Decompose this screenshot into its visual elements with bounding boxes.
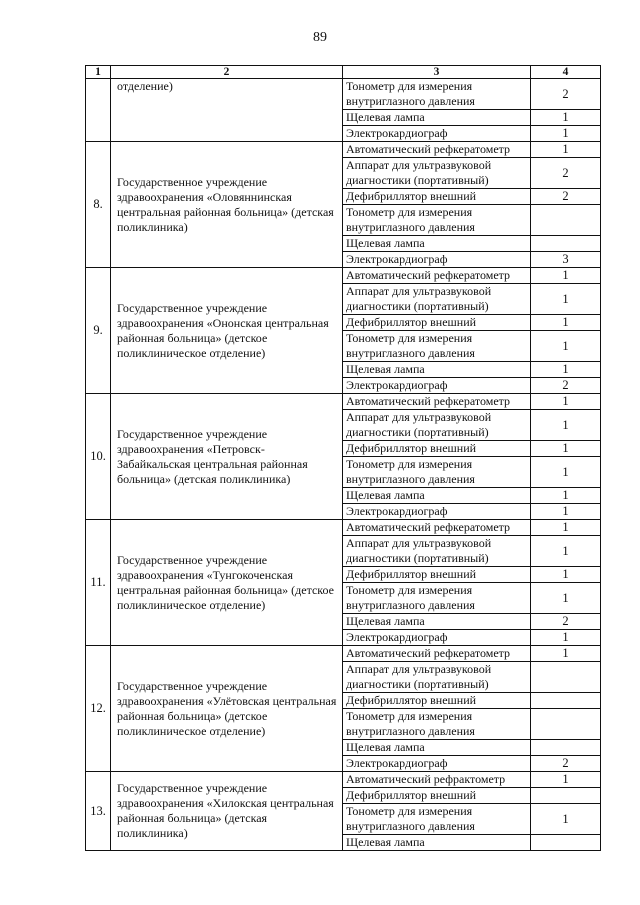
equipment-name bbox=[343, 630, 531, 646]
equipment-name bbox=[343, 252, 531, 268]
equipment-quantity bbox=[531, 740, 601, 756]
equipment-name-line: Электрокардиограф bbox=[346, 756, 448, 770]
equipment-name bbox=[343, 142, 531, 158]
equipment-name-line: Дефибриллятор внешний bbox=[346, 189, 477, 203]
equipment-name bbox=[343, 205, 531, 236]
equipment-name-line: Электрокардиограф bbox=[346, 378, 448, 392]
equipment-name bbox=[343, 110, 531, 126]
row-number: 12. bbox=[86, 646, 111, 772]
equipment-name-line: Автоматический рефрактометр bbox=[346, 772, 506, 786]
equipment-quantity: 2 bbox=[531, 756, 601, 772]
header-col-1: 1 bbox=[86, 66, 111, 79]
equipment-quantity: 1 bbox=[531, 504, 601, 520]
equipment-name bbox=[343, 520, 531, 536]
equipment-name bbox=[343, 79, 531, 110]
equipment-name bbox=[343, 378, 531, 394]
equipment-name-line: Дефибриллятор внешний bbox=[346, 315, 477, 329]
equipment-quantity bbox=[531, 835, 601, 851]
equipment-name bbox=[343, 756, 531, 772]
equipment-name bbox=[343, 583, 531, 614]
equipment-quantity: 1 bbox=[531, 142, 601, 158]
equipment-name bbox=[343, 362, 531, 378]
equipment-quantity: 1 bbox=[531, 646, 601, 662]
row-number: 9. bbox=[86, 268, 111, 394]
equipment-name-line: Электрокардиограф bbox=[346, 252, 448, 266]
equipment-name-line: Электрокардиограф bbox=[346, 630, 448, 644]
equipment-quantity: 2 bbox=[531, 614, 601, 630]
equipment-name-line: Щелевая лампа bbox=[346, 110, 425, 124]
equipment-name-line: внутриглазного давления bbox=[346, 220, 475, 234]
table-row bbox=[86, 79, 601, 110]
equipment-name-line: диагностики (портативный) bbox=[346, 299, 489, 313]
equipment-name bbox=[343, 835, 531, 851]
equipment-quantity: 1 bbox=[531, 284, 601, 315]
equipment-name-line: внутриглазного давления bbox=[346, 819, 475, 833]
equipment-name bbox=[343, 788, 531, 804]
institution-name: Государственное учреждение здравоохранения «Оловяннинская центральная районная больница» (детская поликлиника) bbox=[111, 142, 343, 268]
equipment-quantity: 1 bbox=[531, 457, 601, 488]
equipment-name bbox=[343, 804, 531, 835]
equipment-quantity: 1 bbox=[531, 126, 601, 142]
header-col-3: 3 bbox=[343, 66, 531, 79]
equipment-quantity: 1 bbox=[531, 315, 601, 331]
row-number bbox=[86, 79, 111, 142]
equipment-name-line: Автоматический рефкератометр bbox=[346, 646, 511, 660]
row-number: 11. bbox=[86, 520, 111, 646]
equipment-quantity: 1 bbox=[531, 772, 601, 788]
equipment-name-line: диагностики (портативный) bbox=[346, 425, 489, 439]
equipment-name-line: Тонометр для измерения bbox=[346, 205, 473, 219]
equipment-quantity bbox=[531, 788, 601, 804]
equipment-quantity: 1 bbox=[531, 110, 601, 126]
equipment-name bbox=[343, 331, 531, 362]
equipment-quantity: 1 bbox=[531, 331, 601, 362]
equipment-name-line: Автоматический рефкератометр bbox=[346, 268, 511, 282]
equipment-quantity: 1 bbox=[531, 410, 601, 441]
equipment-name bbox=[343, 614, 531, 630]
equipment-name-line: Электрокардиограф bbox=[346, 504, 448, 518]
equipment-name-line: Аппарат для ультразвуковой bbox=[346, 284, 492, 298]
equipment-name-line: Аппарат для ультразвуковой bbox=[346, 536, 492, 550]
equipment-quantity bbox=[531, 205, 601, 236]
equipment-quantity bbox=[531, 709, 601, 740]
equipment-name-line: внутриглазного давления bbox=[346, 598, 475, 612]
institution-name: Государственное учреждение здравоохранения «Петровск-Забайкальская центральная районная больница» (детская поликлиника) bbox=[111, 394, 343, 520]
equipment-name bbox=[343, 284, 531, 315]
equipment-name-line: Тонометр для измерения bbox=[346, 457, 473, 471]
equipment-quantity: 1 bbox=[531, 268, 601, 284]
equipment-name-line: диагностики (портативный) bbox=[346, 173, 489, 187]
equipment-name-line: Аппарат для ультразвуковой bbox=[346, 662, 492, 676]
equipment-name bbox=[343, 646, 531, 662]
table-row bbox=[86, 772, 601, 788]
equipment-name bbox=[343, 410, 531, 441]
equipment-name-line: внутриглазного давления bbox=[346, 472, 475, 486]
equipment-name bbox=[343, 740, 531, 756]
equipment-name-line: Дефибриллятор внешний bbox=[346, 788, 477, 802]
equipment-name-line: внутриглазного давления bbox=[346, 346, 475, 360]
equipment-name bbox=[343, 441, 531, 457]
equipment-name-line: Щелевая лампа bbox=[346, 614, 425, 628]
equipment-name-line: внутриглазного давления bbox=[346, 94, 475, 108]
equipment-name-line: Тонометр для измерения bbox=[346, 804, 473, 818]
equipment-quantity: 2 bbox=[531, 79, 601, 110]
equipment-name-line: Тонометр для измерения bbox=[346, 583, 473, 597]
equipment-name bbox=[343, 488, 531, 504]
equipment-name-line: Аппарат для ультразвуковой bbox=[346, 158, 492, 172]
equipment-name-line: Автоматический рефкератометр bbox=[346, 142, 511, 156]
equipment-name-line: Дефибриллятор внешний bbox=[346, 693, 477, 707]
row-number: 10. bbox=[86, 394, 111, 520]
equipment-name-line: внутриглазного давления bbox=[346, 724, 475, 738]
table-row bbox=[86, 142, 601, 158]
equipment-name bbox=[343, 567, 531, 583]
equipment-name-line: Дефибриллятор внешний bbox=[346, 567, 477, 581]
header-col-4: 4 bbox=[531, 66, 601, 79]
equipment-name-line: Щелевая лампа bbox=[346, 740, 425, 754]
equipment-quantity: 2 bbox=[531, 189, 601, 205]
equipment-table bbox=[85, 65, 601, 851]
equipment-quantity: 1 bbox=[531, 536, 601, 567]
equipment-name bbox=[343, 268, 531, 284]
equipment-name-line: Автоматический рефкератометр bbox=[346, 394, 511, 408]
equipment-quantity: 2 bbox=[531, 158, 601, 189]
equipment-name bbox=[343, 189, 531, 205]
equipment-quantity: 1 bbox=[531, 394, 601, 410]
institution-name: Государственное учреждение здравоохранения «Тунгокоченская центральная районная больница» (детское поликлиническое отделение) bbox=[111, 520, 343, 646]
equipment-name-line: Щелевая лампа bbox=[346, 362, 425, 376]
equipment-name-line: Щелевая лампа bbox=[346, 488, 425, 502]
equipment-name-line: Тонометр для измерения bbox=[346, 331, 473, 345]
equipment-name bbox=[343, 126, 531, 142]
table-row bbox=[86, 646, 601, 662]
equipment-name bbox=[343, 457, 531, 488]
table-row bbox=[86, 394, 601, 410]
equipment-quantity: 1 bbox=[531, 441, 601, 457]
equipment-name bbox=[343, 394, 531, 410]
institution-name: Государственное учреждение здравоохранения «Улётовская центральная районная больница» (детское поликлиническое отделение) bbox=[111, 646, 343, 772]
equipment-name bbox=[343, 236, 531, 252]
institution-name: отделение) bbox=[111, 79, 343, 142]
equipment-quantity bbox=[531, 693, 601, 709]
equipment-name-line: Дефибриллятор внешний bbox=[346, 441, 477, 455]
equipment-quantity: 1 bbox=[531, 583, 601, 614]
equipment-name-line: Щелевая лампа bbox=[346, 835, 425, 849]
equipment-name-line: диагностики (портативный) bbox=[346, 677, 489, 691]
equipment-quantity bbox=[531, 662, 601, 693]
equipment-name bbox=[343, 662, 531, 693]
table-body bbox=[86, 79, 601, 851]
equipment-name bbox=[343, 693, 531, 709]
equipment-name bbox=[343, 536, 531, 567]
table-row bbox=[86, 268, 601, 284]
equipment-quantity: 1 bbox=[531, 362, 601, 378]
equipment-quantity bbox=[531, 236, 601, 252]
equipment-name-line: Тонометр для измерения bbox=[346, 709, 473, 723]
equipment-name-line: диагностики (портативный) bbox=[346, 551, 489, 565]
equipment-quantity: 3 bbox=[531, 252, 601, 268]
equipment-name bbox=[343, 772, 531, 788]
equipment-name bbox=[343, 315, 531, 331]
equipment-name-line: Аппарат для ультразвуковой bbox=[346, 410, 492, 424]
equipment-name bbox=[343, 504, 531, 520]
equipment-name-line: Тонометр для измерения bbox=[346, 79, 473, 93]
equipment-quantity: 1 bbox=[531, 488, 601, 504]
header-row bbox=[86, 66, 601, 79]
row-number: 13. bbox=[86, 772, 111, 851]
equipment-name-line: Автоматический рефкератометр bbox=[346, 520, 511, 534]
page-number: 89 bbox=[313, 30, 327, 45]
institution-name: Государственное учреждение здравоохранения «Ононская центральная районная больница» (детское поликлиническое отделение) bbox=[111, 268, 343, 394]
equipment-quantity: 1 bbox=[531, 567, 601, 583]
equipment-quantity: 1 bbox=[531, 520, 601, 536]
header-col-2: 2 bbox=[111, 66, 343, 79]
institution-name: Государственное учреждение здравоохранения «Хилокская центральная районная больница» (детская поликлиника) bbox=[111, 772, 343, 851]
equipment-name-line: Щелевая лампа bbox=[346, 236, 425, 250]
equipment-name bbox=[343, 709, 531, 740]
equipment-name-line: Электрокардиограф bbox=[346, 126, 448, 140]
equipment-name bbox=[343, 158, 531, 189]
equipment-quantity: 1 bbox=[531, 630, 601, 646]
row-number: 8. bbox=[86, 142, 111, 268]
equipment-quantity: 1 bbox=[531, 804, 601, 835]
table-row bbox=[86, 520, 601, 536]
equipment-quantity: 2 bbox=[531, 378, 601, 394]
